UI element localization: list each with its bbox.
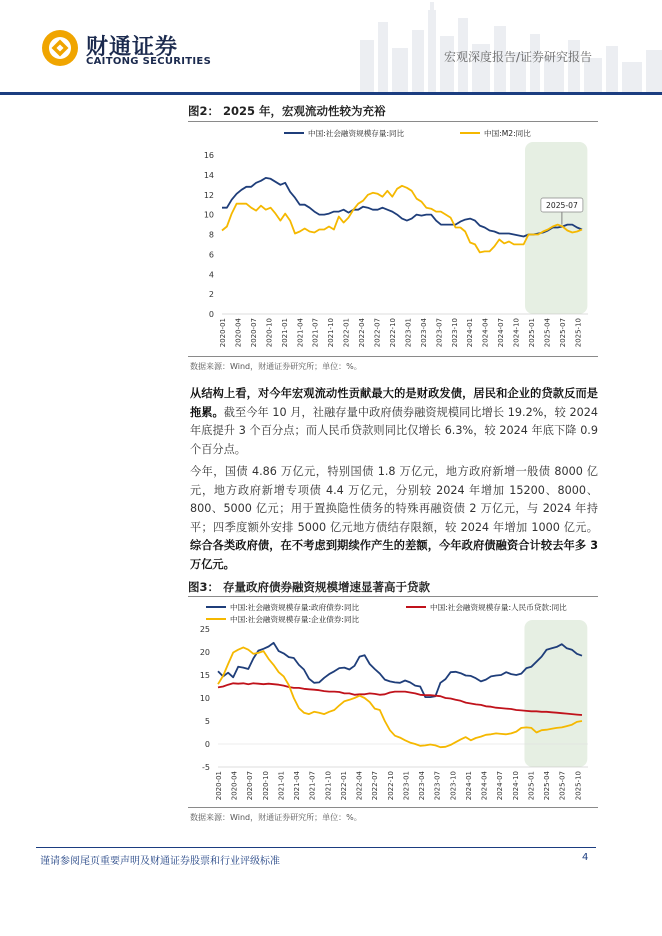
x-tick-label: 2023-04 — [419, 318, 428, 348]
x-tick-label: 2024-07 — [497, 318, 506, 348]
x-tick-label: 2025-01 — [528, 318, 537, 348]
report-type-label: 宏观深度报告/证券研究报告 — [443, 50, 592, 64]
figure-3-bottom-rule — [188, 807, 598, 808]
x-tick-label: 2021-04 — [296, 318, 305, 348]
y-tick-label: 16 — [203, 151, 214, 160]
legend-label: 中国:社会融资规模存量:人民币贷款:同比 — [430, 603, 567, 612]
y-tick-label: -5 — [202, 763, 210, 772]
x-tick-label: 2020-10 — [265, 318, 274, 348]
figure-3-top-rule — [188, 596, 598, 597]
y-tick-label: 20 — [199, 648, 210, 657]
x-tick-label: 2024-04 — [480, 771, 489, 801]
figure-2-source: 数据来源：Wind，财通证券研究所；单位：%。 — [190, 362, 362, 371]
figure-2-title-text: 2025 年，宏观流动性较为充裕 — [223, 104, 386, 118]
figure-3-source: 数据来源：Wind，财通证券研究所；单位：%。 — [190, 813, 362, 822]
figure-2-top-rule — [188, 121, 598, 122]
x-tick-label: 2022-04 — [358, 318, 367, 348]
figure-2-bottom-rule — [188, 356, 598, 357]
y-tick-label: 14 — [203, 170, 214, 180]
x-tick-label: 2022-01 — [339, 771, 348, 801]
x-tick-label: 2020-01 — [219, 318, 227, 348]
x-tick-label: 2021-04 — [293, 771, 302, 801]
figure-2-chart — [188, 124, 600, 354]
legend-label: 中国:M2:同比 — [484, 129, 531, 138]
x-tick-label: 2021-07 — [308, 771, 317, 801]
x-tick-label: 2025-10 — [574, 771, 583, 801]
x-tick-label: 2025-04 — [543, 318, 552, 348]
x-tick-label: 2024-10 — [512, 318, 521, 348]
x-tick-label: 2021-10 — [324, 771, 333, 801]
x-tick-label: 2021-01 — [280, 318, 289, 348]
footer-disclaimer-link[interactable]: 谨请参阅尾页重要声明及财通证券股票和行业评级标准 — [40, 856, 280, 867]
x-tick-label: 2025-07 — [558, 771, 567, 801]
x-tick-label: 2020-04 — [234, 318, 243, 348]
x-tick-label: 2023-10 — [450, 318, 459, 348]
y-tick-label: 12 — [203, 190, 214, 200]
brand-name: 财通证券 — [86, 35, 179, 60]
body-paragraph-2 — [190, 463, 598, 575]
x-tick-label: 2025-07 — [558, 318, 567, 348]
x-tick-label: 2021-10 — [327, 318, 336, 348]
x-tick-label: 2024-07 — [496, 771, 505, 801]
x-tick-label: 2023-04 — [418, 771, 427, 801]
figure-3-title-text: 存量政府债券融资规模增速显著高于贷款 — [223, 580, 431, 594]
x-tick-label: 2020-07 — [249, 318, 258, 348]
x-tick-label: 2023-10 — [449, 771, 458, 801]
y-tick-label: 10 — [199, 694, 210, 703]
y-tick-label: 0 — [204, 740, 210, 749]
figure-3-chart — [188, 598, 600, 806]
figure-2-label: 图2： — [188, 104, 220, 118]
figure-2-title — [188, 103, 386, 119]
paragraph-2-text: 今年，国债 4.86 万亿元，特别国债 1.8 万亿元，地方政府新增一般债 8000 亿元，地方政府新增专项债 4.4 万亿元，分别较 2024 年增加 15200、8000、800、5000 亿元；用于置换隐性债务的特殊再融资债 2 万亿元，与 2024 年持平；四季度额外安排 5000 亿元地方债结存限额，较 2024 年增加 1000 亿元。 — [190, 465, 598, 534]
x-tick-label: 2022-07 — [373, 318, 382, 348]
x-tick-label: 2022-10 — [388, 318, 397, 348]
x-tick-label: 2022-10 — [386, 771, 395, 801]
x-tick-label: 2022-01 — [342, 318, 351, 348]
paragraph-1-emphasis: 从结构上看，对今年宏观流动性贡献最大的是财政发债，居民和企业的贷款反而是拖累。 — [190, 387, 598, 419]
x-tick-label: 2025-04 — [543, 771, 552, 801]
legend-label: 中国:社会融资规模存量:政府债券:同比 — [230, 603, 360, 612]
paragraph-2-emphasis: 综合各类政府债，在不考虑到期续作产生的差额，今年政府债融资合计较去年多 3 万亿元。 — [190, 539, 598, 571]
caitong-logo-icon — [40, 28, 80, 68]
header-divider — [0, 92, 662, 95]
y-tick-label: 0 — [208, 310, 214, 319]
x-tick-label: 2024-01 — [464, 771, 473, 801]
y-tick-label: 2 — [208, 290, 214, 300]
x-tick-label: 2020-04 — [230, 771, 239, 801]
page-header — [0, 0, 662, 96]
legend-label: 中国:社会融资规模存量:同比 — [308, 129, 405, 138]
y-tick-label: 8 — [208, 230, 214, 240]
page-number: 4 — [582, 852, 589, 863]
figure-3-label: 图3： — [188, 580, 220, 594]
x-tick-label: 2025-01 — [527, 771, 536, 801]
y-tick-label: 15 — [199, 671, 210, 680]
x-tick-label: 2024-01 — [466, 318, 475, 348]
x-tick-label: 2020-01 — [215, 771, 223, 801]
y-tick-label: 6 — [208, 250, 214, 260]
paragraph-1-text: 截至今年 10 月，社融存量中政府债券融资规模同比增长 19.2%，较 2024 年底提升 3 个百分点；而人民币贷款则同比仅增长 6.3%，较 2024 年底下降 0.9 个百分点。 — [190, 405, 598, 456]
x-tick-label: 2023-01 — [402, 771, 411, 801]
figure-3-title — [188, 579, 430, 595]
x-tick-label: 2021-07 — [311, 318, 320, 348]
y-tick-label: 10 — [203, 210, 214, 220]
footer-divider — [36, 847, 596, 848]
y-tick-label: 4 — [208, 270, 214, 280]
x-tick-label: 2022-04 — [355, 771, 364, 801]
x-tick-label: 2023-07 — [435, 318, 444, 348]
y-tick-label: 25 — [199, 625, 210, 634]
x-tick-label: 2024-10 — [511, 771, 520, 801]
x-tick-label: 2020-07 — [246, 771, 255, 801]
highlight-region — [524, 620, 587, 767]
x-tick-label: 2022-07 — [371, 771, 380, 801]
legend-label: 中国:社会融资规模存量:企业债券:同比 — [230, 615, 360, 624]
annotation-label: 2025-07 — [546, 201, 578, 210]
brand-name-english: CAITONG SECURITIES — [86, 56, 212, 67]
y-tick-label: 5 — [204, 717, 210, 726]
x-tick-label: 2023-01 — [404, 318, 413, 348]
x-tick-label: 2024-04 — [481, 318, 490, 348]
x-tick-label: 2025-10 — [574, 318, 583, 348]
x-tick-label: 2020-10 — [261, 771, 270, 801]
x-tick-label: 2021-01 — [277, 771, 286, 801]
x-tick-label: 2023-07 — [433, 771, 442, 801]
body-paragraph-1 — [190, 385, 598, 459]
